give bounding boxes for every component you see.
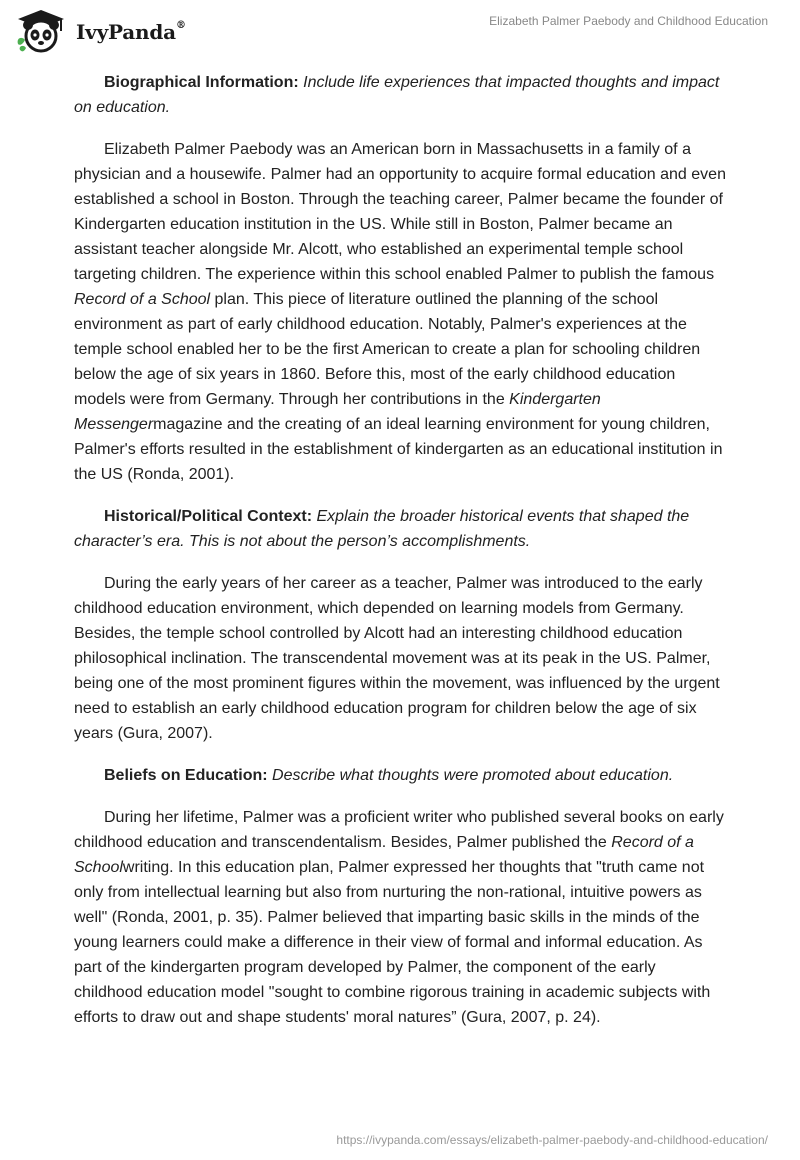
- section-heading-historical: [74, 504, 726, 554]
- source-url-link[interactable]: https://ivypanda.com/essays/elizabeth-palmer-paebody-and-childhood-education/: [336, 1133, 768, 1147]
- section-label: Biographical Information:: [104, 74, 299, 91]
- brand-name: IvyPanda®: [76, 20, 186, 44]
- ivypanda-logo[interactable]: [14, 8, 186, 54]
- section-prompt: Explain the broader historical events that shaped the character’s era. This is not about the person’s accomplishments.: [74, 508, 690, 550]
- book-title: Record of a School: [74, 291, 211, 308]
- paragraph-beliefs: During her lifetime, Palmer was a proficient writer who published several books on early childhood education and transcendentalism. Besides, Palmer published the Record of a Schoolwriting. In this education plan, Palmer expressed her thoughts that "truth came not only from intellectual learning but also from nurturing the non-rational, intuitive powers as well" (Ronda, 2001, p. 35). Palmer believed that imparting basic skills in the minds of the young learners could make a difference in their view of formal and informal education. As part of the kindergarten program developed by Palmer, the component of the early childhood education model "sought to combine rigorous training in academic subjects with efforts to draw out and shape students' moral natures” (Gura, 2007, p. 24).: [74, 809, 724, 1026]
- page-header: [0, 0, 800, 64]
- section-prompt: Include life experiences that impacted thoughts and impact on education.: [74, 74, 720, 116]
- magazine-title: Kindergarten Messenger: [74, 391, 601, 433]
- document-title: Elizabeth Palmer Paebody and Childhood Education: [489, 14, 768, 28]
- section-label: Historical/Political Context:: [104, 508, 313, 525]
- paragraph-biographical: Elizabeth Palmer Paebody was an American born in Massachusetts in a family of a physician and a housewife. Palmer had an opportunity to acquire formal education and even established a school in Boston. Through the teaching career, Palmer became the founder of Kindergarten education institution in the US. While still in Boston, Palmer became an assistant teacher alongside Mr. Alcott, who established an experimental temple school targeting children. The experience within this school enabled Palmer to publish the famous Record of a School plan. This piece of literature outlined the planning of the school environment as part of early childhood education. Notably, Palmer's experiences at the temple school enabled her to be the first American to create a plan for schooling children below the age of six years in 1860. Before this, most of the early childhood education models were from Germany. Through her contributions in the Kindergarten Messengermagazine and the creating of an ideal learning environment for young children, Palmer's efforts resulted in the establishment of kindergarten as an educational institution in the US (Ronda, 2001).: [74, 141, 726, 483]
- essay-body: [74, 70, 726, 1047]
- book-title: Record of a School: [74, 834, 694, 876]
- section-prompt: Describe what thoughts were promoted about education.: [272, 767, 674, 784]
- panda-graduate-icon: [14, 8, 68, 54]
- paragraph-historical: During the early years of her career as a teacher, Palmer was introduced to the early childhood education environment, which depended on learning models from Germany. Besides, the temple school controlled by Alcott had an interesting childhood education philosophical inclination. The transcendental movement was at its peak in the US. Palmer, being one of the most prominent figures within the movement, was influenced by the urgent need to establish an early childhood education program for children below the age of six years (Gura, 2007).: [74, 575, 720, 742]
- section-heading-beliefs: [74, 763, 726, 788]
- section-label: Beliefs on Education:: [104, 767, 268, 784]
- section-heading-biographical: [74, 70, 726, 120]
